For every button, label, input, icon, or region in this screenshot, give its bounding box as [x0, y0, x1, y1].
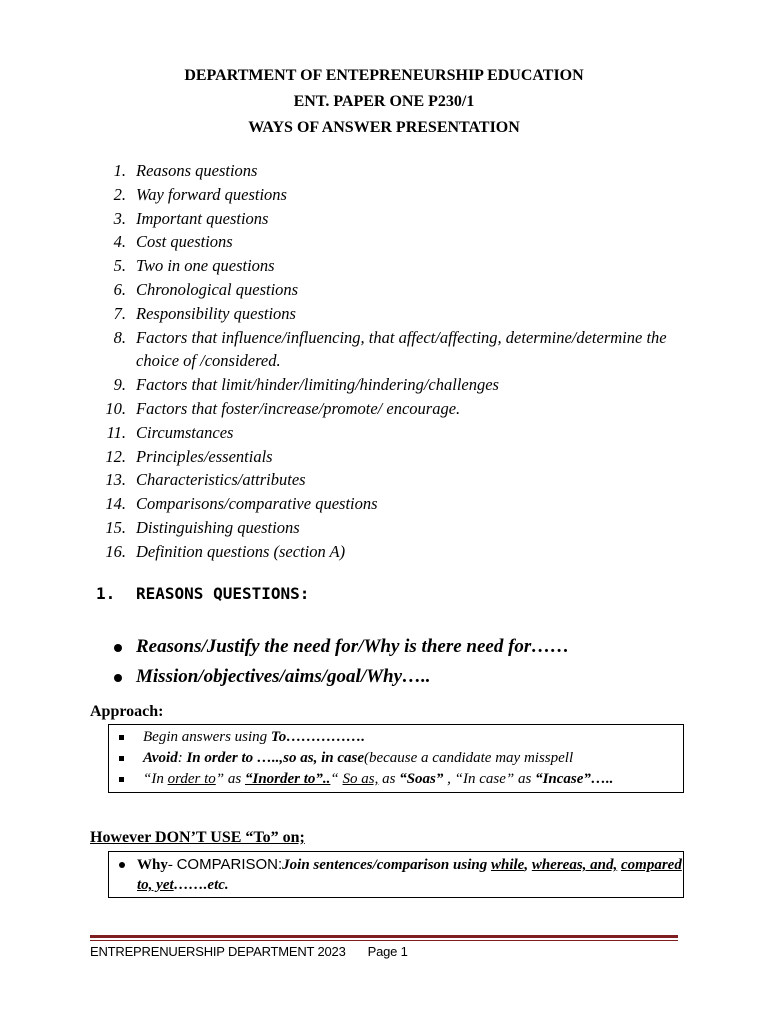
misspell-text: , “In case” as: [443, 771, 536, 787]
approach-item: [117, 769, 683, 790]
list-text: Important questions: [136, 208, 269, 228]
square-bullet-icon: [119, 735, 124, 740]
list-item: [92, 445, 712, 469]
section-title: [96, 584, 309, 603]
list-item: [92, 492, 712, 516]
bullet-item: Reasons/Justify the need for/Why is there need for……: [112, 632, 569, 662]
list-text: Characteristics/attributes: [136, 470, 306, 490]
list-item: [92, 373, 712, 397]
list-item: [92, 421, 712, 445]
approach-item: [117, 727, 683, 748]
bullet-icon: [119, 862, 125, 868]
list-item: [92, 207, 712, 231]
list-number: 9.: [113, 375, 126, 395]
list-number: 11.: [106, 422, 126, 442]
list-text: Responsibility questions: [136, 303, 296, 323]
question-types-list: [92, 159, 712, 564]
however-tail: …….etc.: [173, 877, 229, 893]
section-title-text: REASONS QUESTIONS:: [136, 584, 310, 603]
list-item: [92, 159, 712, 183]
list-item: [92, 302, 712, 326]
however-item: [117, 855, 683, 895]
list-item: [92, 397, 712, 421]
list-number: 5.: [113, 256, 126, 276]
separator: ,: [524, 857, 532, 873]
list-item: [92, 254, 712, 278]
approach-item: [117, 748, 683, 769]
page-footer: [90, 944, 408, 959]
section-number: 1.: [96, 584, 116, 603]
conjunction: whereas, and,: [531, 857, 618, 873]
misspell-bold: “Inorder to”..: [244, 771, 331, 787]
footer-rule-thin: [90, 940, 678, 941]
list-text: Chronological questions: [136, 279, 299, 299]
list-number: 6.: [113, 279, 126, 299]
list-item: [92, 183, 712, 207]
list-text: Circumstances: [136, 422, 234, 442]
page-number: Page 1: [367, 944, 408, 959]
square-bullet-icon: [119, 777, 124, 782]
misspell-bold: “Soas”: [399, 771, 444, 787]
heading-line-1: DEPARTMENT OF ENTEPRENEURSHIP EDUCATION: [184, 67, 584, 84]
misspell-text: “: [330, 771, 343, 787]
heading-line-2: ENT. PAPER ONE P230/1: [293, 93, 475, 110]
why-label: Why: [137, 857, 168, 873]
list-text: Comparisons/comparative questions: [136, 494, 378, 514]
however-box: [108, 851, 684, 898]
approach-box: [108, 724, 684, 793]
footer-department: ENTREPRENUERSHIP DEPARTMENT 2023: [90, 944, 346, 959]
misspell-word: So as,: [342, 771, 379, 787]
list-text: Reasons questions: [136, 161, 258, 180]
conjunction: compared to, yet: [137, 857, 682, 893]
avoid-bold: In order to …..,so as, in case: [186, 750, 364, 766]
approach-bold: To…………….: [270, 729, 365, 745]
footer-rule: [90, 935, 678, 938]
reasons-bullets: [112, 632, 569, 692]
list-number: 13.: [105, 470, 126, 490]
heading-line-3: WAYS OF ANSWER PRESENTATION: [248, 119, 520, 136]
approach-text: Begin answers using: [143, 729, 271, 745]
list-item: [92, 278, 712, 302]
list-text: Factors that influence/influencing, that affect/affecting, determine/determine the choice of /considered.: [136, 327, 667, 371]
list-text: Way forward questions: [136, 184, 287, 204]
list-text: Distinguishing questions: [136, 517, 300, 537]
list-text: Factors that limit/hinder/limiting/hindering/challenges: [136, 375, 499, 395]
list-item: [92, 516, 712, 540]
list-text: Definition questions (section A): [136, 541, 346, 561]
avoid-label: Avoid: [143, 750, 178, 766]
list-number: 4.: [113, 232, 126, 252]
misspell-bold: “Incase”…..: [535, 771, 614, 787]
misspell-text: ” as: [215, 771, 245, 787]
list-number: 15.: [105, 517, 126, 537]
however-label: However DON’T USE “To” on;: [90, 829, 305, 846]
list-text: Factors that foster/increase/promote/ encourage.: [136, 398, 461, 418]
list-item: [92, 540, 712, 564]
dash: -: [167, 857, 177, 873]
list-item: [92, 230, 712, 254]
avoid-rest: (because a candidate may misspell: [364, 750, 574, 766]
list-number: 16.: [105, 541, 126, 561]
approach-label: Approach:: [90, 703, 164, 720]
misspell-text: “In: [143, 771, 168, 787]
however-text: Join sentences/comparison using: [282, 857, 491, 873]
list-number: 14.: [105, 494, 126, 514]
list-number: 10.: [105, 398, 126, 418]
list-number: 12.: [105, 446, 126, 466]
list-number: 3.: [113, 208, 126, 228]
conjunction: while: [490, 857, 525, 873]
list-text: Two in one questions: [136, 256, 275, 276]
square-bullet-icon: [119, 756, 124, 761]
misspell-text: as: [378, 771, 400, 787]
list-text: Principles/essentials: [136, 446, 273, 466]
bullet-item: Mission/objectives/aims/goal/Why…..: [112, 662, 569, 692]
list-number: 7.: [113, 303, 126, 323]
list-number: 8.: [113, 327, 126, 347]
list-text: Cost questions: [136, 232, 233, 252]
list-number: 1.: [113, 161, 126, 180]
list-item: [92, 326, 712, 374]
list-number: 2.: [113, 184, 126, 204]
comparison-label: COMPARISON:: [176, 856, 283, 873]
list-item: [92, 468, 712, 492]
document-heading: [0, 63, 768, 141]
misspell-word: order to: [167, 771, 216, 787]
avoid-colon: :: [177, 750, 187, 766]
